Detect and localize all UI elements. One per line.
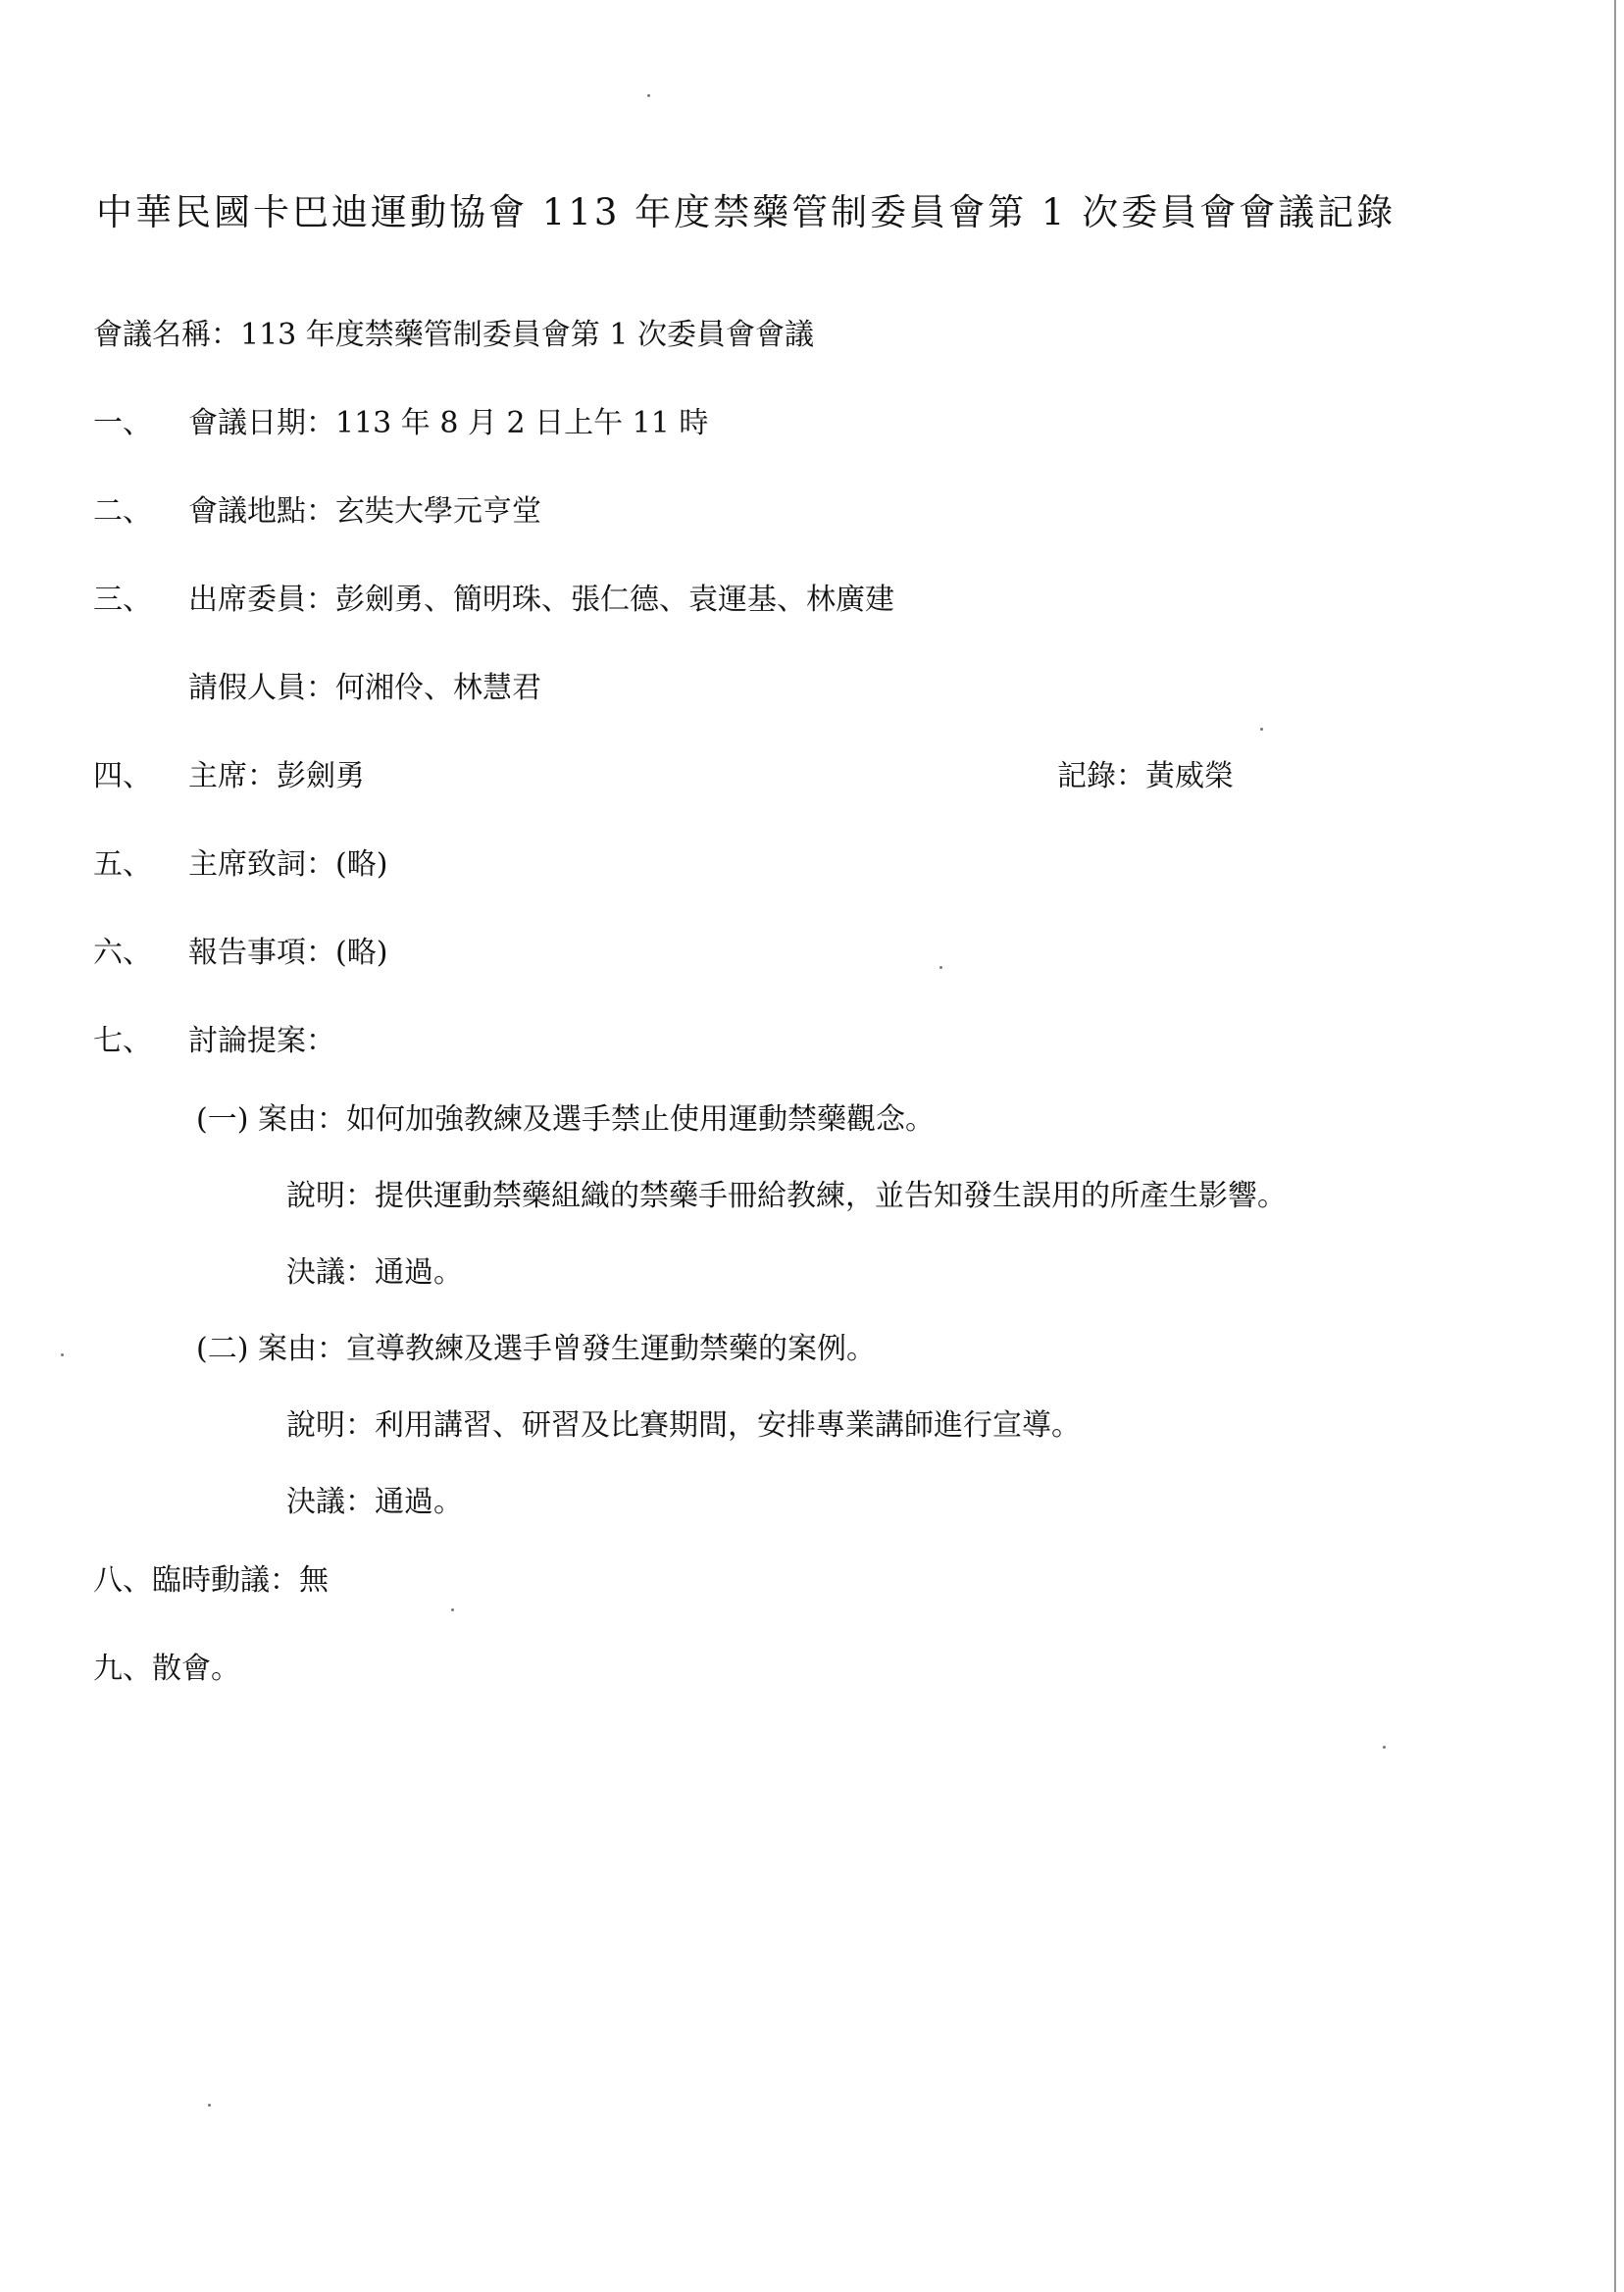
meeting-name: 會議名稱：113 年度禁藥管制委員會第 1 次委員會會議 — [93, 318, 814, 352]
scan-page-edge — [1614, 0, 1616, 2292]
proposal-2-explanation: 說明：利用講習、研習及比賽期間，安排專業講師進行宣導。 — [286, 1408, 1081, 1443]
item-temporary-motions: 八、臨時動議：無 — [93, 1563, 329, 1598]
scan-speck — [1260, 728, 1263, 731]
item-text: 會議地點：玄奘大學元亨堂 — [188, 494, 541, 529]
proposal-1-resolution: 決議：通過。 — [286, 1255, 463, 1290]
proposal-1-case: (一) 案由：如何加強教練及選手禁止使用運動禁藥觀念。 — [196, 1102, 935, 1137]
scan-speck — [647, 94, 650, 97]
item-text: 報告事項：(略) — [188, 936, 388, 970]
scan-speck — [208, 2104, 211, 2107]
scan-speck — [451, 1608, 454, 1611]
scan-speck — [1383, 1746, 1386, 1749]
proposal-2-resolution: 決議：通過。 — [286, 1485, 463, 1519]
item-text: 討論提案： — [188, 1024, 335, 1058]
item-number: 三、 — [93, 583, 152, 617]
recorder: 記錄：黃威榮 — [1057, 759, 1234, 793]
item-number: 七、 — [93, 1024, 152, 1058]
document-title: 中華民國卡巴迪運動協會 113 年度禁藥管制委員會第 1 次委員會會議記錄 — [96, 191, 1396, 233]
item-text: 主席：彭劍勇 — [188, 759, 365, 793]
item-number: 四、 — [93, 759, 152, 793]
item-adjourn: 九、散會。 — [93, 1652, 240, 1686]
scan-speck — [61, 1353, 64, 1356]
leave-members: 請假人員：何湘伶、林慧君 — [188, 671, 541, 705]
item-text: 主席致詞：(略) — [188, 847, 388, 882]
proposal-1-explanation: 說明：提供運動禁藥組織的禁藥手冊給教練，並告知發生誤用的所產生影響。 — [286, 1179, 1287, 1213]
item-text: 會議日期：113 年 8 月 2 日上午 11 時 — [188, 406, 709, 440]
item-number: 一、 — [93, 406, 152, 440]
proposal-2-case: (二) 案由：宣導教練及選手曾發生運動禁藥的案例。 — [196, 1332, 876, 1366]
item-number: 二、 — [93, 494, 152, 529]
scan-speck — [939, 966, 942, 969]
item-number: 五、 — [93, 847, 152, 882]
item-number: 六、 — [93, 936, 152, 970]
item-text: 出席委員：彭劍勇、簡明珠、張仁德、袁運基、林廣建 — [188, 583, 894, 617]
